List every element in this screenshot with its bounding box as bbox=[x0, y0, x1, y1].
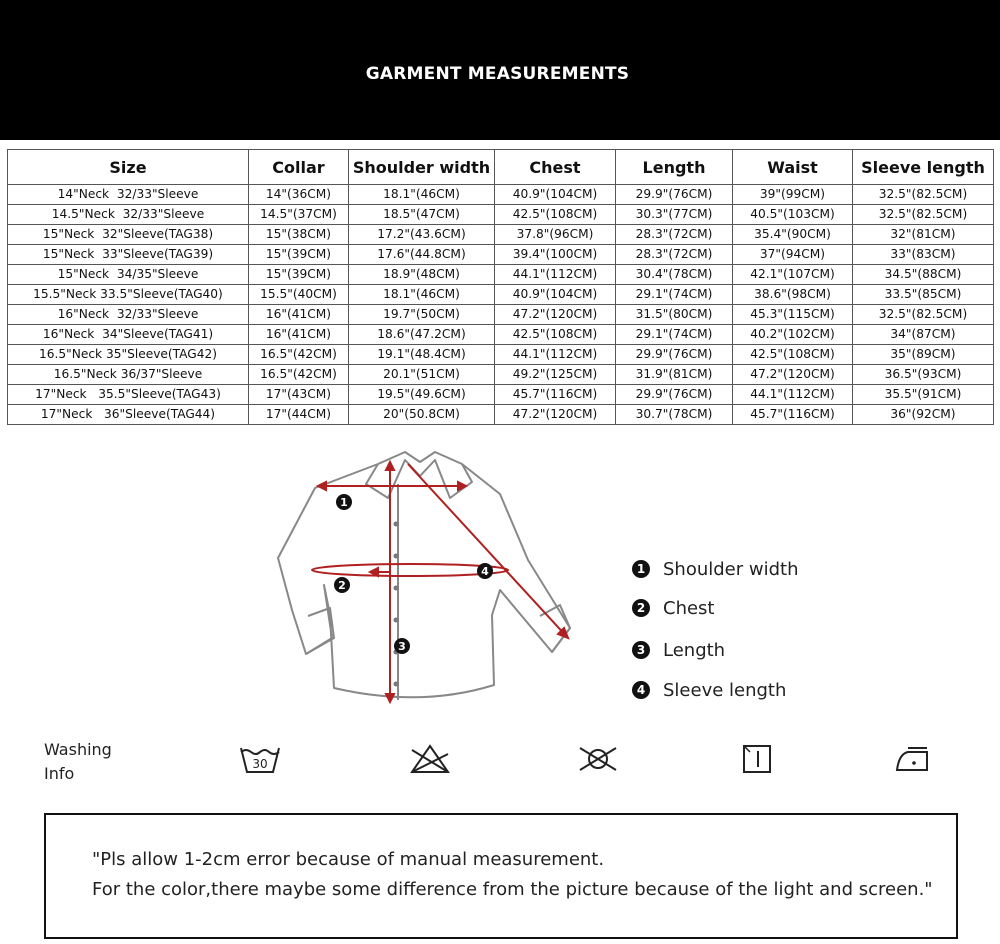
table-cell: 16"(41CM) bbox=[249, 305, 349, 325]
legend-item-chest bbox=[632, 596, 715, 620]
table-cell: 16.5"Neck 36/37"Sleeve bbox=[8, 365, 249, 385]
marker-4-label: 4 bbox=[481, 565, 489, 578]
table-cell: 32.5"(82.5CM) bbox=[853, 205, 994, 225]
column-header: Length bbox=[616, 150, 733, 185]
disclaimer-box bbox=[44, 813, 958, 939]
table-cell: 17"(43CM) bbox=[249, 385, 349, 405]
table-cell: 15.5"Neck 33.5"Sleeve(TAG40) bbox=[8, 285, 249, 305]
table-cell: 34"(87CM) bbox=[853, 325, 994, 345]
washing-info-label bbox=[44, 738, 134, 786]
header-banner bbox=[0, 0, 1000, 140]
shirt-button bbox=[394, 586, 399, 591]
table-cell: 14.5"Neck 32/33"Sleeve bbox=[8, 205, 249, 225]
table-row bbox=[8, 265, 994, 285]
table-cell: 16.5"(42CM) bbox=[249, 365, 349, 385]
table-cell: 35"(89CM) bbox=[853, 345, 994, 365]
table-cell: 39"(99CM) bbox=[733, 185, 853, 205]
table-row bbox=[8, 365, 994, 385]
table-cell: 15"(39CM) bbox=[249, 245, 349, 265]
table-row bbox=[8, 205, 994, 225]
legend-label: Sleeve length bbox=[663, 679, 787, 701]
table-row bbox=[8, 325, 994, 345]
marker-2-label: 2 bbox=[338, 579, 346, 592]
size-chart-table bbox=[7, 149, 994, 425]
table-cell: 15.5"(40CM) bbox=[249, 285, 349, 305]
table-cell: 17"Neck 35.5"Sleeve(TAG43) bbox=[8, 385, 249, 405]
table-cell: 34.5"(88CM) bbox=[853, 265, 994, 285]
table-header-row bbox=[8, 150, 994, 185]
table-cell: 16.5"(42CM) bbox=[249, 345, 349, 365]
table-cell: 17.2"(43.6CM) bbox=[349, 225, 495, 245]
disclaimer-line-1: "Pls allow 1-2cm error because of manual measurement. bbox=[92, 849, 605, 870]
legend-item-length bbox=[632, 638, 725, 662]
wash-temp-label: 30 bbox=[252, 757, 268, 771]
shirt-diagram bbox=[270, 440, 590, 715]
shirt-button bbox=[394, 554, 399, 559]
table-cell: 30.3"(77CM) bbox=[616, 205, 733, 225]
table-cell: 47.2"(120CM) bbox=[495, 305, 616, 325]
table-cell: 45.7"(116CM) bbox=[495, 385, 616, 405]
length-arrow-head bbox=[386, 694, 394, 702]
table-cell: 40.2"(102CM) bbox=[733, 325, 853, 345]
table-cell: 33"(83CM) bbox=[853, 245, 994, 265]
table-row bbox=[8, 405, 994, 425]
column-header: Size bbox=[8, 150, 249, 185]
shirt-button bbox=[394, 618, 399, 623]
table-cell: 39.4"(100CM) bbox=[495, 245, 616, 265]
table-cell: 37.8"(96CM) bbox=[495, 225, 616, 245]
legend-item-shoulder-width bbox=[632, 557, 799, 581]
table-cell: 28.3"(72CM) bbox=[616, 225, 733, 245]
table-cell: 29.1"(74CM) bbox=[616, 325, 733, 345]
page-title: GARMENT MEASUREMENTS bbox=[365, 64, 630, 84]
shirt-button bbox=[394, 682, 399, 687]
table-cell: 40.9"(104CM) bbox=[495, 185, 616, 205]
legend-number: 1 bbox=[632, 560, 650, 578]
column-header: Collar bbox=[249, 150, 349, 185]
table-cell: 29.1"(74CM) bbox=[616, 285, 733, 305]
table-cell: 18.9"(48CM) bbox=[349, 265, 495, 285]
table-cell: 18.6"(47.2CM) bbox=[349, 325, 495, 345]
legend-label: Length bbox=[663, 639, 726, 661]
washing-label-line2: Info bbox=[44, 764, 75, 783]
table-cell: 15"(38CM) bbox=[249, 225, 349, 245]
table-cell: 14"(36CM) bbox=[249, 185, 349, 205]
legend-number: 2 bbox=[632, 599, 650, 617]
table-cell: 31.5"(80CM) bbox=[616, 305, 733, 325]
table-cell: 42.5"(108CM) bbox=[495, 205, 616, 225]
table-cell: 31.9"(81CM) bbox=[616, 365, 733, 385]
column-header: Chest bbox=[495, 150, 616, 185]
table-cell: 16.5"Neck 35"Sleeve(TAG42) bbox=[8, 345, 249, 365]
table-header bbox=[8, 150, 994, 185]
table-cell: 47.2"(120CM) bbox=[495, 405, 616, 425]
table-cell: 44.1"(112CM) bbox=[495, 265, 616, 285]
length-arrow-head bbox=[386, 462, 394, 470]
marker-3-label: 3 bbox=[398, 640, 406, 653]
table-cell: 19.7"(50CM) bbox=[349, 305, 495, 325]
table-cell: 20"(50.8CM) bbox=[349, 405, 495, 425]
legend-label: Shoulder width bbox=[663, 558, 799, 580]
wash-30-icon bbox=[238, 742, 282, 776]
table-cell: 33.5"(85CM) bbox=[853, 285, 994, 305]
table-cell: 32.5"(82.5CM) bbox=[853, 185, 994, 205]
table-cell: 36.5"(93CM) bbox=[853, 365, 994, 385]
no-tumble-dry-icon bbox=[576, 742, 620, 776]
table-cell: 15"(39CM) bbox=[249, 265, 349, 285]
table-cell: 17.6"(44.8CM) bbox=[349, 245, 495, 265]
dry-flat-icon bbox=[736, 742, 780, 776]
sleeve-length-line bbox=[408, 464, 568, 638]
table-cell: 19.5"(49.6CM) bbox=[349, 385, 495, 405]
shoulder-arrow-head bbox=[318, 482, 326, 490]
marker-1-label: 1 bbox=[340, 496, 348, 509]
shirt-button bbox=[394, 522, 399, 527]
legend-number: 4 bbox=[632, 681, 650, 699]
table-cell: 18.5"(47CM) bbox=[349, 205, 495, 225]
collar-outline bbox=[366, 460, 472, 498]
table-cell: 20.1"(51CM) bbox=[349, 365, 495, 385]
legend-item-sleeve-length bbox=[632, 678, 786, 702]
table-row bbox=[8, 285, 994, 305]
table-row bbox=[8, 345, 994, 365]
table-cell: 18.1"(46CM) bbox=[349, 285, 495, 305]
column-header: Shoulder width bbox=[349, 150, 495, 185]
no-bleach-icon bbox=[408, 742, 452, 776]
table-cell: 15"Neck 33"Sleeve(TAG39) bbox=[8, 245, 249, 265]
table-cell: 32"(81CM) bbox=[853, 225, 994, 245]
table-cell: 16"(41CM) bbox=[249, 325, 349, 345]
table-cell: 28.3"(72CM) bbox=[616, 245, 733, 265]
table-cell: 44.1"(112CM) bbox=[495, 345, 616, 365]
table-cell: 42.5"(108CM) bbox=[495, 325, 616, 345]
table-cell: 32.5"(82.5CM) bbox=[853, 305, 994, 325]
legend-label: Chest bbox=[663, 597, 715, 619]
table-cell: 44.1"(112CM) bbox=[733, 385, 853, 405]
table-cell: 35.5"(91CM) bbox=[853, 385, 994, 405]
table-body bbox=[8, 185, 994, 425]
table-cell: 14"Neck 32/33"Sleeve bbox=[8, 185, 249, 205]
table-cell: 14.5"(37CM) bbox=[249, 205, 349, 225]
table-cell: 17"(44CM) bbox=[249, 405, 349, 425]
table-cell: 16"Neck 32/33"Sleeve bbox=[8, 305, 249, 325]
table-cell: 30.7"(78CM) bbox=[616, 405, 733, 425]
table-cell: 40.5"(103CM) bbox=[733, 205, 853, 225]
table-cell: 29.9"(76CM) bbox=[616, 345, 733, 365]
table-cell: 30.4"(78CM) bbox=[616, 265, 733, 285]
table-row bbox=[8, 385, 994, 405]
table-cell: 49.2"(125CM) bbox=[495, 365, 616, 385]
table-cell: 17"Neck 36"Sleeve(TAG44) bbox=[8, 405, 249, 425]
table-cell: 38.6"(98CM) bbox=[733, 285, 853, 305]
table-cell: 47.2"(120CM) bbox=[733, 365, 853, 385]
table-cell: 18.1"(46CM) bbox=[349, 185, 495, 205]
iron-icon bbox=[890, 742, 934, 776]
shoulder-arrow-head bbox=[458, 482, 466, 490]
table-cell: 15"Neck 34/35"Sleeve bbox=[8, 265, 249, 285]
table-cell: 36"(92CM) bbox=[853, 405, 994, 425]
legend-number: 3 bbox=[632, 641, 650, 659]
table-cell: 37"(94CM) bbox=[733, 245, 853, 265]
table-cell: 42.1"(107CM) bbox=[733, 265, 853, 285]
table-cell: 29.9"(76CM) bbox=[616, 185, 733, 205]
table-cell: 29.9"(76CM) bbox=[616, 385, 733, 405]
disclaimer-line-2: For the color,there maybe some difference from the picture because of the light and screen." bbox=[92, 879, 933, 900]
column-header: Sleeve length bbox=[853, 150, 994, 185]
table-cell: 45.7"(116CM) bbox=[733, 405, 853, 425]
table-cell: 19.1"(48.4CM) bbox=[349, 345, 495, 365]
column-header: Waist bbox=[733, 150, 853, 185]
table-cell: 16"Neck 34"Sleeve(TAG41) bbox=[8, 325, 249, 345]
table-cell: 35.4"(90CM) bbox=[733, 225, 853, 245]
table-row bbox=[8, 305, 994, 325]
table-cell: 40.9"(104CM) bbox=[495, 285, 616, 305]
table-row bbox=[8, 185, 994, 205]
table-row bbox=[8, 225, 994, 245]
table-cell: 15"Neck 32"Sleeve(TAG38) bbox=[8, 225, 249, 245]
table-row bbox=[8, 245, 994, 265]
table-cell: 42.5"(108CM) bbox=[733, 345, 853, 365]
washing-label-line1: Washing bbox=[44, 740, 112, 759]
table-cell: 45.3"(115CM) bbox=[733, 305, 853, 325]
